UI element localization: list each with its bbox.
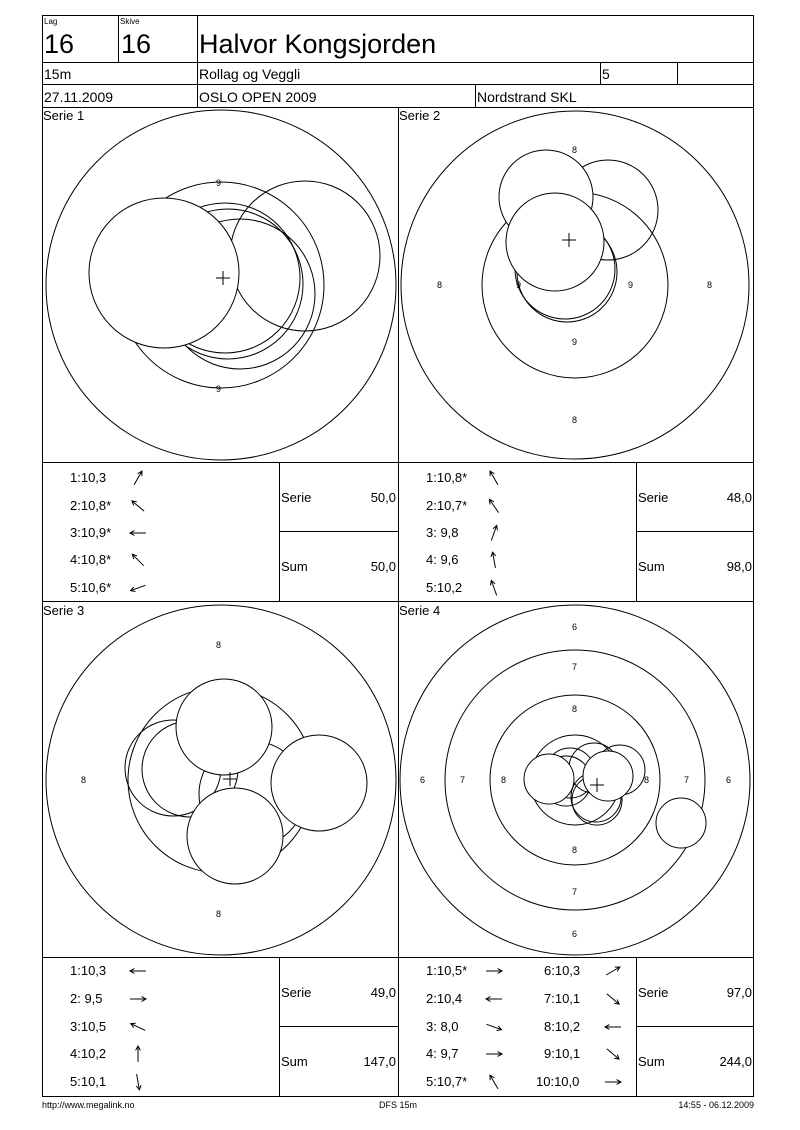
direction-arrow-icon	[130, 997, 146, 1002]
footer-url[interactable]: http://www.megalink.no	[42, 1100, 135, 1110]
class: 5	[602, 66, 610, 82]
shot-value: 5:10,6*	[70, 580, 112, 595]
shot-value: 1:10,8*	[426, 470, 468, 485]
direction-arrow-icon	[489, 499, 498, 512]
shooter-name: Halvor Kongsjorden	[199, 29, 437, 59]
organizer: Nordstrand SKL	[477, 89, 577, 105]
serie-score: 49,0	[370, 985, 396, 1000]
serie-4-shot-list	[426, 963, 580, 1089]
direction-arrow-icon	[605, 1025, 621, 1030]
shot-value: 9:10,1	[544, 1046, 581, 1061]
ring-label: 8	[572, 845, 578, 855]
ring-label: 9	[516, 280, 522, 290]
serie-1-shot-list	[70, 470, 111, 595]
direction-arrow-icon	[486, 997, 502, 1002]
shot-value: 4: 9,6	[426, 552, 459, 567]
ring-label: 8	[572, 704, 578, 714]
ring-label: 8	[572, 415, 578, 425]
direction-arrow-icon	[487, 1024, 502, 1030]
shot-hole	[656, 798, 706, 848]
ring-label: 8	[437, 280, 443, 290]
ring-label: 9	[628, 280, 634, 290]
ring-label: 6	[420, 775, 426, 785]
shot-value: 2: 9,5	[70, 991, 103, 1006]
serie-score: 50,0	[370, 490, 396, 505]
ring-label: 6	[572, 622, 578, 632]
serie-1-label: Serie 1	[43, 108, 85, 123]
ring	[445, 650, 705, 910]
direction-arrow-icon	[605, 1080, 621, 1085]
serie-label: Serie	[638, 985, 669, 1000]
shot-value: 4: 9,7	[426, 1046, 459, 1061]
skive-label: Skive	[120, 17, 140, 26]
shot-hole	[271, 735, 367, 831]
serie-label: Serie	[638, 490, 669, 505]
shot-value: 1:10,3	[70, 963, 107, 978]
lag-number: 16	[44, 29, 75, 59]
shot-value: 4:10,8*	[70, 552, 112, 567]
serie-4-target	[399, 603, 750, 955]
direction-arrow-icon	[491, 526, 497, 541]
shot-value: 1:10,5*	[426, 963, 468, 978]
ring-label: 9	[216, 178, 222, 188]
serie-3-label: Serie 3	[43, 603, 85, 618]
shot-hole	[583, 751, 633, 801]
date: 27.11.2009	[44, 89, 114, 105]
shot-value: 2:10,4	[426, 991, 463, 1006]
shot-hole	[524, 754, 574, 804]
ring-label: 8	[81, 775, 87, 785]
shot-value: 1:10,3	[70, 470, 107, 485]
direction-arrow-icon	[132, 501, 144, 511]
ring	[490, 695, 660, 865]
shot-value: 3: 9,8	[426, 525, 459, 540]
ring-label: 7	[572, 662, 578, 672]
sum-score: 98,0	[726, 559, 752, 574]
shot-value: 2:10,7*	[426, 498, 468, 513]
ring-label: 6	[572, 929, 578, 939]
ring-label: 9	[572, 337, 578, 347]
serie-2-label: Serie 2	[399, 108, 441, 123]
shot-hole	[187, 788, 283, 884]
shot-value: 2:10,8*	[70, 498, 112, 513]
shot-value: 3:10,9*	[70, 525, 112, 540]
serie-1-target	[43, 108, 396, 460]
direction-arrow-icon	[486, 969, 502, 974]
ring-label: 8	[572, 145, 578, 155]
distance: 15m	[44, 66, 72, 82]
sum-label: Sum	[281, 1054, 308, 1069]
sum-label: Sum	[638, 559, 665, 574]
ring-label: 8	[644, 775, 650, 785]
shot-value: 5:10,2	[426, 580, 463, 595]
ring-label: 8	[216, 640, 222, 650]
sum-label: Sum	[638, 1054, 665, 1069]
ring-label: 8	[707, 280, 713, 290]
direction-arrow-icon	[491, 581, 497, 596]
shot-value: 4:10,2	[70, 1046, 107, 1061]
direction-arrow-icon	[134, 471, 142, 485]
lag-label: Lag	[44, 17, 58, 26]
direction-arrow-icon	[131, 585, 146, 591]
shot-hole	[89, 198, 239, 348]
serie-4-label: Serie 4	[399, 603, 441, 618]
ring-label: 7	[460, 775, 466, 785]
sum-score: 147,0	[363, 1054, 396, 1069]
ring-label: 8	[501, 775, 507, 785]
direction-arrow-icon	[486, 1052, 502, 1057]
shot-value: 10:10,0	[536, 1074, 580, 1089]
ring-label: 6	[726, 775, 732, 785]
sum-score: 50,0	[370, 559, 396, 574]
shot-value: 5:10,7*	[426, 1074, 468, 1089]
ring-label: 7	[572, 887, 578, 897]
footer-program: DFS 15m	[378, 1100, 418, 1110]
direction-arrow-icon	[490, 471, 498, 485]
ring-label: 7	[684, 775, 690, 785]
serie-3-shot-list	[70, 963, 106, 1089]
direction-arrow-icon	[607, 1049, 619, 1059]
ring	[400, 605, 750, 955]
shot-value: 8:10,2	[544, 1019, 581, 1034]
shot-value: 5:10,1	[70, 1074, 107, 1089]
serie-3-target	[43, 603, 396, 955]
serie-label: Serie	[281, 490, 312, 505]
shot-hole	[506, 193, 604, 291]
serie-score: 48,0	[726, 490, 752, 505]
sum-score: 244,0	[719, 1054, 752, 1069]
sum-label: Sum	[281, 559, 308, 574]
ring-label: 9	[216, 384, 222, 394]
serie-label: Serie	[281, 985, 312, 1000]
serie-2-target	[399, 108, 749, 459]
event: OSLO OPEN 2009	[199, 89, 317, 105]
direction-arrow-icon	[490, 1075, 498, 1089]
direction-arrow-icon	[606, 967, 620, 975]
shot-value: 6:10,3	[544, 963, 581, 978]
serie-score: 97,0	[726, 985, 752, 1000]
direction-arrow-icon	[132, 554, 143, 565]
shot-hole	[176, 679, 272, 775]
serie-2-shot-list	[426, 470, 467, 595]
shot-value: 3: 8,0	[426, 1019, 459, 1034]
shot-value: 7:10,1	[544, 991, 581, 1006]
direction-arrow-icon	[136, 1046, 141, 1062]
direction-arrow-icon	[131, 1023, 146, 1030]
direction-arrow-icon	[136, 1074, 141, 1090]
ring-label: 8	[216, 909, 222, 919]
direction-arrow-icon	[130, 969, 146, 974]
club: Rollag og Veggli	[199, 66, 301, 82]
skive-number: 16	[121, 29, 152, 59]
direction-arrow-icon	[130, 531, 146, 536]
direction-arrow-icon	[607, 994, 619, 1004]
footer-timestamp: 14:55 - 06.12.2009	[678, 1100, 754, 1110]
shot-value: 3:10,5	[70, 1019, 107, 1034]
direction-arrow-icon	[491, 552, 496, 568]
